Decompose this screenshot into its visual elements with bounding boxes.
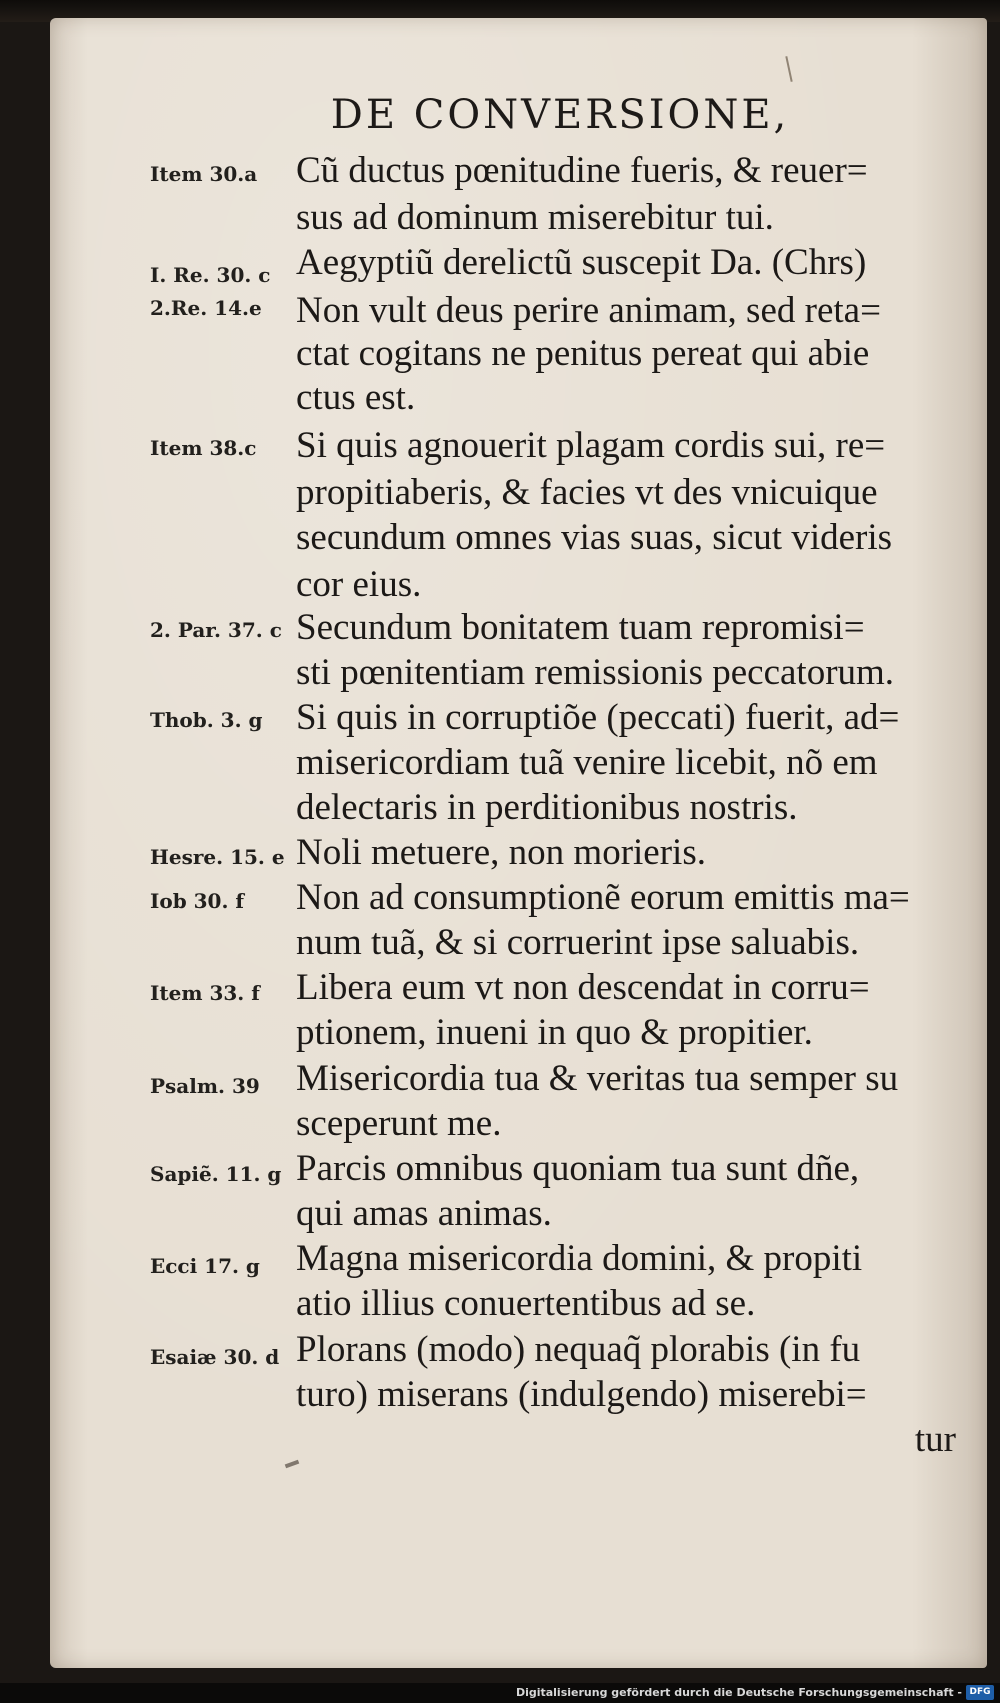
margin-reference: Psalm. 39 bbox=[150, 1074, 260, 1098]
text-line: turo) miserans (indulgendo) miserebi= bbox=[296, 1374, 867, 1415]
text-line: ctat cogitans ne penitus pereat qui abie bbox=[296, 333, 870, 374]
text-line: Parcis omnibus quoniam tua sunt dñe, bbox=[296, 1148, 860, 1189]
text-line: Secundum bonitatem tuam repromisi= bbox=[296, 607, 865, 648]
footer-credit: Digitalisierung gefördert durch die Deutsche Forschungsgemeinschaft - bbox=[515, 1686, 962, 1699]
catchword: tur bbox=[914, 1419, 956, 1460]
margin-reference: Ecci 17. g bbox=[150, 1254, 260, 1278]
margin-reference: 2.Re. 14.e bbox=[150, 296, 262, 320]
text-line: num tuã, & si corruerint ipse saluabis. bbox=[296, 922, 860, 963]
text-line: Si quis in corruptiõe (peccati) fuerit, ad= bbox=[296, 697, 900, 738]
text-line: Si quis agnouerit plagam cordis sui, re= bbox=[296, 425, 886, 466]
text-line: Noli metuere, non morieris. bbox=[296, 832, 706, 873]
margin-reference: Thob. 3. g bbox=[150, 708, 263, 732]
margin-reference: 2. Par. 37. c bbox=[150, 618, 282, 642]
margin-reference: Item 33. f bbox=[150, 981, 260, 1005]
text-line: cor eius. bbox=[296, 564, 422, 605]
text-line: Misericordia tua & veritas tua semper su bbox=[296, 1058, 899, 1099]
margin-reference: Item 38.c bbox=[150, 436, 257, 460]
page-heading: DE CONVERSIONE, bbox=[330, 92, 790, 138]
text-line: ctus est. bbox=[296, 377, 416, 418]
text-line: propitiaberis, & facies vt des vnicuique bbox=[296, 472, 878, 513]
margin-reference: I. Re. 30. c bbox=[150, 263, 271, 287]
text-line: Plorans (modo) nequaq̃ plorabis (in fu bbox=[296, 1329, 861, 1370]
text-line: misericordiam tuã venire licebit, nõ em bbox=[296, 742, 878, 783]
dfg-logo: DFG bbox=[966, 1685, 994, 1700]
text-line: sceperunt me. bbox=[296, 1103, 502, 1144]
text-line: qui amas animas. bbox=[296, 1193, 552, 1234]
text-line: sti pœnitentiam remissionis peccatorum. bbox=[296, 652, 895, 693]
text-line: Non vult deus perire animam, sed reta= bbox=[296, 290, 881, 331]
margin-reference: Esaiæ 30. d bbox=[150, 1345, 280, 1369]
text-line: Non ad consumptionẽ eorum emittis ma= bbox=[296, 877, 910, 918]
margin-reference: Hesre. 15. e bbox=[150, 845, 285, 869]
text-line: secundum omnes vias suas, sicut videris bbox=[296, 517, 893, 558]
text-line: Cũ ductus pœnitudine fueris, & reuer= bbox=[296, 150, 868, 191]
text-line: delectaris in perditionibus nostris. bbox=[296, 787, 798, 828]
text-line: Magna misericordia domini, & propiti bbox=[296, 1238, 863, 1279]
margin-reference: Item 30.a bbox=[150, 162, 258, 186]
text-line: Libera eum vt non descendat in corru= bbox=[296, 967, 870, 1008]
text-line: ptionem, inueni in quo & propitier. bbox=[296, 1012, 813, 1053]
text-line: sus ad dominum miserebitur tui. bbox=[296, 197, 774, 238]
margin-reference: Sapiẽ. 11. g bbox=[150, 1162, 282, 1186]
text-line: Aegyptiũ derelictũ suscepit Da. (Chrs) bbox=[296, 242, 867, 283]
text-line: atio illius conuertentibus ad se. bbox=[296, 1283, 756, 1324]
margin-reference: Iob 30. f bbox=[150, 889, 245, 913]
